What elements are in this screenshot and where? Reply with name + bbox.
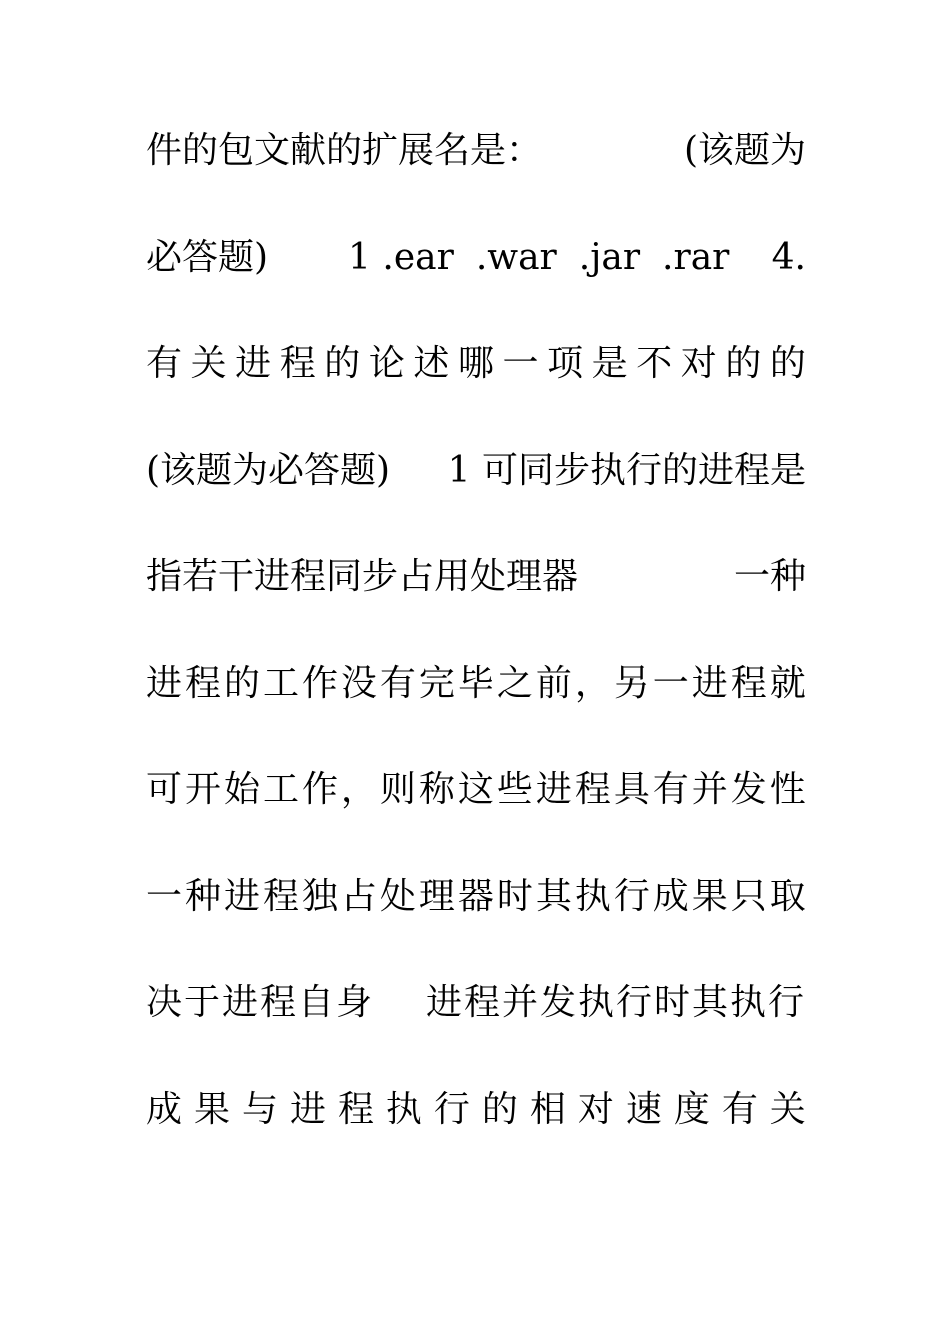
text-line-10: [146, 1079, 806, 1186]
text-char: 没: [340, 662, 377, 704]
text-segment: .jar: [578, 236, 641, 278]
text-char: 关: [190, 343, 227, 384]
text-segment: 决于进程自身: [146, 982, 375, 1023]
text-char: 时: [496, 875, 533, 917]
text-char: ，: [340, 769, 377, 810]
text-char: 只: [730, 875, 767, 917]
text-char: 执: [385, 1088, 422, 1130]
text-char: 工: [262, 662, 299, 704]
text-segment: 一种: [733, 556, 806, 597]
text-char: 与: [241, 1088, 278, 1130]
text-char: 种: [184, 875, 221, 917]
text-char: 进: [223, 875, 260, 917]
text-line-6: [146, 653, 806, 760]
text-char: 是: [591, 343, 628, 384]
text-char: 的: [324, 343, 361, 384]
text-segment: 进程并发执行时其执行: [425, 982, 806, 1023]
text-char: 进: [289, 1088, 326, 1130]
text-char: 关: [769, 1088, 806, 1130]
text-line-4: [146, 440, 806, 547]
text-segment: 1 可同步执行的进程是: [447, 449, 806, 491]
text-char: 并: [691, 769, 728, 810]
text-char: 程: [262, 875, 299, 917]
text-char: 作: [301, 662, 338, 704]
text-char: 行: [613, 875, 650, 917]
text-char: 之: [496, 662, 533, 704]
text-char: 有: [721, 1088, 758, 1130]
text-char: 哪: [457, 343, 494, 384]
text-line-9: [146, 972, 806, 1079]
text-char: 毕: [457, 662, 494, 704]
text-char: 理: [418, 875, 455, 917]
text-segment: (该题为必答题): [146, 449, 391, 491]
text-char: 工: [262, 769, 299, 810]
text-char: 果: [193, 1088, 230, 1130]
document-body: [146, 120, 806, 1185]
text-line-3: [146, 333, 806, 440]
text-char: 程: [730, 662, 767, 704]
text-segment: .rar: [662, 236, 730, 278]
text-char: 前: [535, 662, 572, 704]
text-char: 成: [652, 875, 689, 917]
text-char: 果: [691, 875, 728, 917]
text-char: 相: [529, 1088, 566, 1130]
text-char: 作: [301, 769, 338, 810]
text-char: 进: [691, 662, 728, 704]
text-char: 执: [574, 875, 611, 917]
text-char: 程: [279, 343, 316, 384]
text-char: 对: [577, 1088, 614, 1130]
text-segment: 1 .ear: [348, 236, 454, 278]
text-char: 一: [146, 875, 183, 917]
text-char: 就: [769, 662, 806, 704]
text-segment: 4.: [771, 236, 806, 278]
text-char: 另: [613, 662, 650, 704]
text-char: 这: [457, 769, 494, 810]
text-char: 独: [301, 875, 338, 917]
text-char: 对: [680, 343, 717, 384]
text-segment: .war: [475, 236, 557, 278]
text-char: 性: [769, 769, 806, 810]
text-char: 的: [481, 1088, 518, 1130]
text-char: 有: [146, 343, 183, 384]
text-char: 一: [502, 343, 539, 384]
text-char: ，: [574, 662, 611, 704]
text-char: 不: [636, 343, 673, 384]
text-char: 程: [574, 769, 611, 810]
text-char: 进: [146, 662, 183, 704]
text-char: 处: [379, 875, 416, 917]
text-char: 器: [457, 875, 494, 917]
text-line-2: [146, 227, 806, 334]
text-char: 开: [184, 769, 221, 810]
text-char: 占: [340, 875, 377, 917]
text-segment: (该题为: [683, 130, 806, 171]
text-line-5: [146, 546, 806, 653]
text-segment: 必答题): [146, 236, 269, 278]
text-char: 度: [673, 1088, 710, 1130]
text-char: 则: [379, 769, 416, 810]
text-char: 完: [418, 662, 455, 704]
text-segment: 指若干进程同步占用处理器: [146, 556, 579, 597]
text-char: 程: [337, 1088, 374, 1130]
text-char: 发: [730, 769, 767, 810]
text-char: 的: [769, 343, 806, 384]
text-line-7: [146, 759, 806, 866]
text-line-8: [146, 866, 806, 973]
text-char: 的: [725, 343, 762, 384]
text-char: 进: [535, 769, 572, 810]
text-char: 可: [146, 769, 183, 810]
text-char: 取: [769, 875, 806, 917]
text-char: 具: [613, 769, 650, 810]
text-char: 始: [223, 769, 260, 810]
text-char: 有: [652, 769, 689, 810]
text-char: 项: [547, 343, 584, 384]
text-char: 行: [433, 1088, 470, 1130]
text-char: 程: [184, 662, 221, 704]
text-char: 进: [235, 343, 272, 384]
text-char: 有: [379, 662, 416, 704]
text-char: 述: [413, 343, 450, 384]
text-line-1: [146, 120, 806, 227]
text-char: 的: [223, 662, 260, 704]
text-char: 称: [418, 769, 455, 810]
text-char: 速: [625, 1088, 662, 1130]
text-segment: 件的包文献的扩展名是：: [146, 130, 543, 171]
text-char: 些: [496, 769, 533, 810]
text-char: 论: [368, 343, 405, 384]
text-char: 一: [652, 662, 689, 704]
text-char: 成: [146, 1088, 183, 1130]
text-char: 其: [535, 875, 572, 917]
